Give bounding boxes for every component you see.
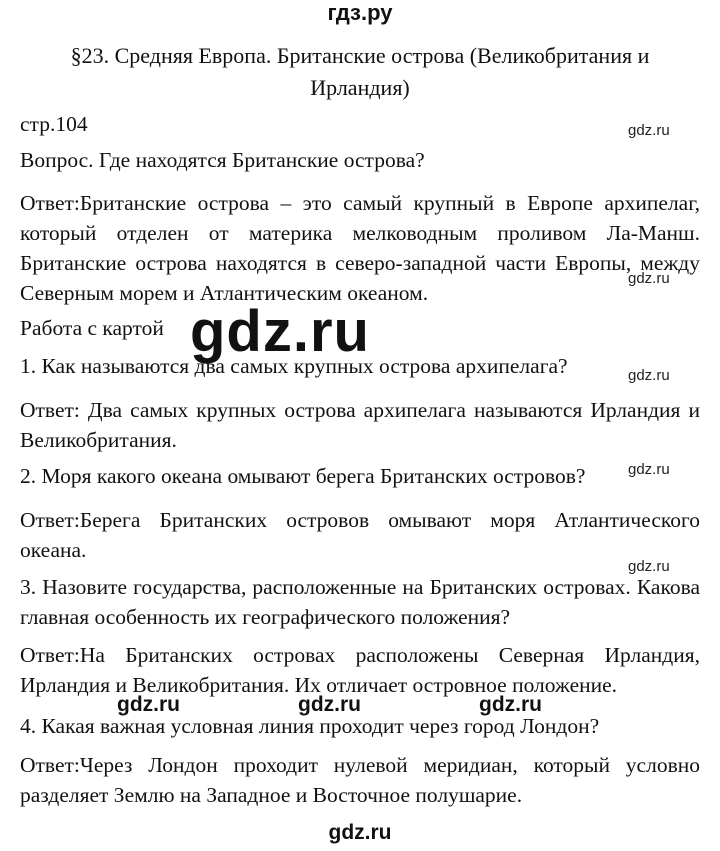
- answer-2: Ответ:Берега Британских островов омывают моря Атлантического океана.: [20, 508, 700, 562]
- watermark-small: gdz.ru: [628, 558, 670, 575]
- footer-watermark[interactable]: gdz.ru: [328, 821, 392, 844]
- answer-1: Ответ: Два самых крупных острова архипелага называются Ирландия и Великобритания.: [20, 398, 700, 452]
- section-heading: Работа с картой: [20, 316, 164, 340]
- question-3: 3. Назовите государства, расположенные на Британских островах. Какова главная особенность их географического положения?: [20, 575, 700, 629]
- watermark-medium: gdz.ru: [117, 693, 180, 716]
- page-reference: стр.104: [20, 112, 88, 136]
- answer-3: Ответ:На Британских островах расположены Северная Ирландия, Ирландия и Великобритания. Их отличает островное положение.: [20, 643, 700, 697]
- question-4: 4. Какая важная условная линия проходит через город Лондон?: [20, 714, 600, 738]
- answer-4: Ответ:Через Лондон проходит нулевой меридиан, который условно разделяет Землю на Западное и Восточное полушарие.: [20, 753, 700, 807]
- intro-answer: Ответ:Британские острова – это самый крупный в Европе архипелаг, который отделен от материка мелководным проливом Ла-Манш. Британские острова находятся в северо-западной части Европы, между Северным морем и Атлантическим океаном.: [20, 191, 700, 305]
- site-header[interactable]: гдз.ру: [327, 0, 393, 25]
- watermark-medium: gdz.ru: [298, 693, 361, 716]
- watermark-small: gdz.ru: [628, 270, 670, 287]
- watermark-small: gdz.ru: [628, 461, 670, 478]
- watermark-large: gdz.ru: [190, 299, 370, 364]
- question-2: 2. Моря какого океана омывают берега Британских островов?: [20, 464, 586, 488]
- question-1: 1. Как называются два самых крупных острова архипелага?: [20, 354, 568, 378]
- watermark-small: gdz.ru: [628, 122, 670, 139]
- watermark-small: gdz.ru: [628, 367, 670, 384]
- watermark-medium: gdz.ru: [479, 693, 542, 716]
- page-title: §23. Средняя Европа. Британские острова (Великобритания и Ирландия): [70, 43, 650, 100]
- intro-question: Вопрос. Где находятся Британские острова?: [20, 148, 425, 172]
